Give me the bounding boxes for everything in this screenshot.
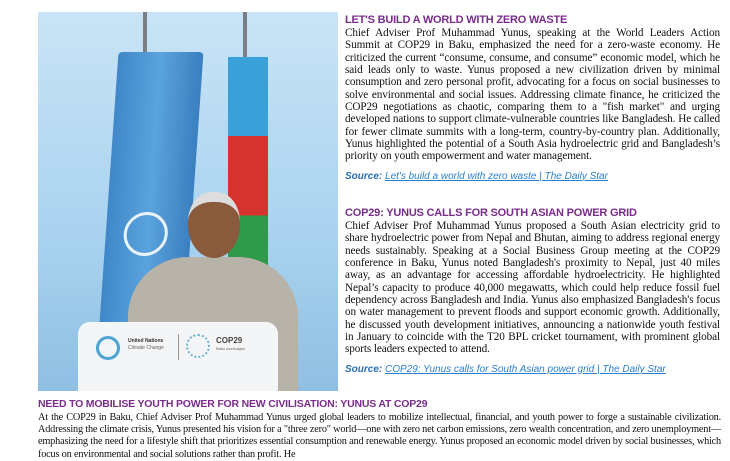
source-label: Source: <box>345 170 383 182</box>
article-body: Chief Adviser Prof Muhammad Yunus proposed a South Asian electricity grid to share hydroelectric power from Nepal and Bhutan, aiming to address regional energy needs sustainably. Speaking at a Social Business Group meeting at the COP29 conference in Baku, Yunus noted Bangladesh's proximity to Nepal, just 40 miles away, as an advantage for accessing affordable hydroelectricity. He highlighted Nepal’s capacity to produce 40,000 megawatts, which could help reduce fossil fuel dependency across Bangladesh and India. Yunus also emphasized Bangladesh's focus on water management to prevent floods and support economic growth. Additionally, he discussed youth development initiatives, announcing a nationwide youth festival in January to coincide with the T20 BPL cricket tournament, with prominent global sports leaders expected to attend. <box>345 220 720 356</box>
un-emblem-icon <box>122 212 169 256</box>
unfccc-logo-icon <box>96 336 120 360</box>
speaker-head <box>188 192 240 258</box>
article-source <box>345 364 720 375</box>
article-zero-waste <box>345 14 720 182</box>
article-photo <box>38 12 338 391</box>
article-title: NEED TO MOBILISE YOUTH POWER FOR NEW CIVILISATION: YUNUS AT COP29 <box>38 398 428 410</box>
source-link[interactable]: Let's build a world with zero waste | The Daily Star <box>385 170 608 182</box>
article-power-grid <box>345 207 720 375</box>
article-title: LET'S BUILD A WORLD WITH ZERO WASTE <box>345 14 568 26</box>
podium-event-sub: Baku Azerbaijan <box>216 346 245 351</box>
podium-org-sub: Climate Change <box>128 345 164 351</box>
cop29-logo-icon <box>186 334 210 358</box>
podium <box>78 322 278 391</box>
article-youth-power <box>38 398 721 461</box>
source-link[interactable]: COP29: Yunus calls for South Asian power grid | The Daily Star <box>385 363 666 375</box>
article-body: At the COP29 in Baku, Chief Adviser Prof Muhammad Yunus urged global leaders to mobilize intellectual, financial, and youth power to forge a sustainable civilization. Addressing the climate crisis, Yunus presented his vision for a "three zero" world—one with zero net carbon emissions, zero wealth concentration, and zero unemployment—emphasizing the need for a lifestyle shift that prioritizes essential consumption and renewable energy. Yunus proposed an economic model driven by social businesses, which focus on environmental and social solutions rather than profit. He <box>38 412 721 460</box>
podium-org: United Nations <box>128 338 164 344</box>
source-label: Source: <box>345 363 383 375</box>
article-body: Chief Adviser Prof Muhammad Yunus, speaking at the World Leaders Action Summit at COP29 in Baku, emphasized the need for a zero-waste economy. He criticized the current “consume, consume, and consume” economic model, which he said leads only to waste. Yunus proposed a new civilization driven by minimal consumption and zero personal profit, advocating for a focus on social businesses to solve environmental and social issues. Addressing climate finance, he criticized the COP29 negotiations as chaotic, comparing them to a "fish market" and urging developed nations to support climate-vulnerable countries like Bangladesh. He called for fewer climate summits with a long-term, country-by-country plan. Additionally, Yunus highlighted the potential of a South Asia hydroelectric grid and Bangladesh’s priority on youth empowerment and water management. <box>345 27 720 163</box>
article-title: COP29: YUNUS CALLS FOR SOUTH ASIAN POWER GRID <box>345 207 637 219</box>
podium-event: COP29 <box>216 336 243 345</box>
article-source <box>345 171 720 182</box>
divider <box>178 334 179 360</box>
